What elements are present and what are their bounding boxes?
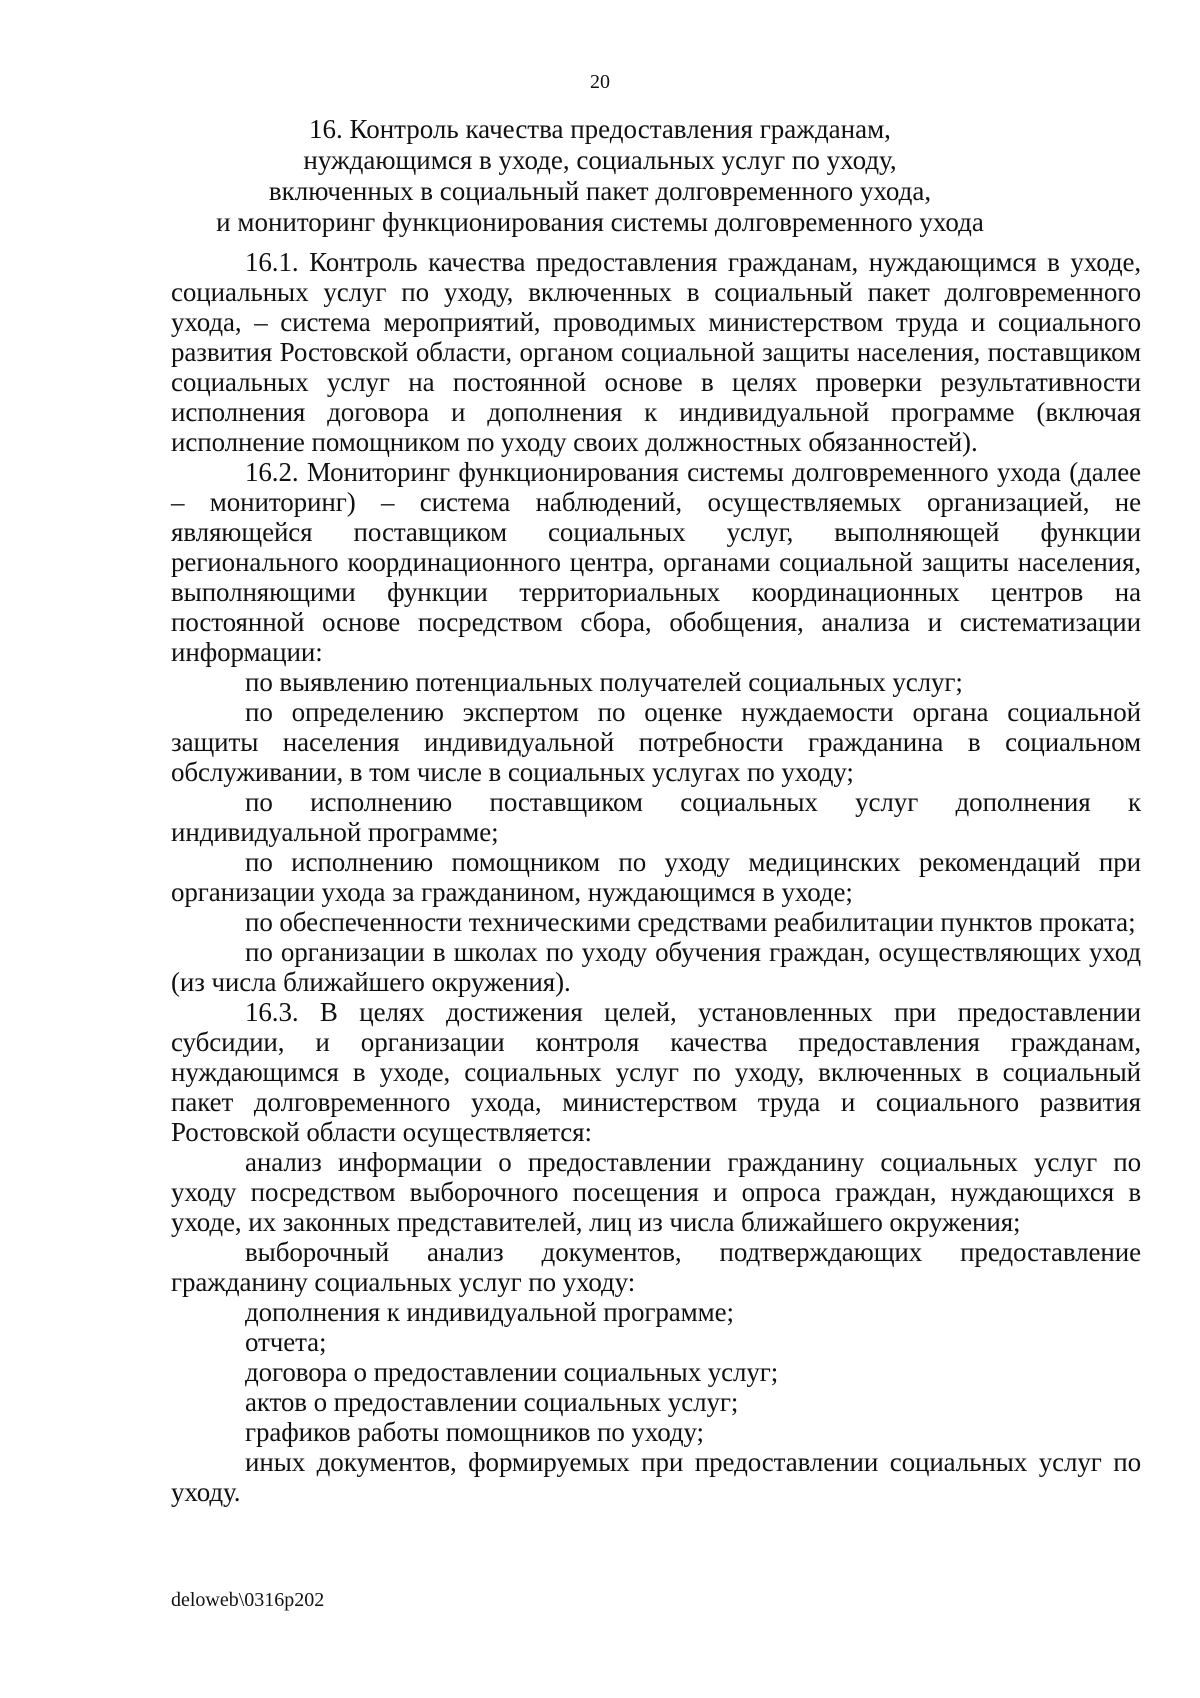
list-item: по определению экспертом по оценке нуждаемости органа социальной защиты населения индивидуальной потребности гражданина в социальном обслуживании, в том числе в социальных услугах по уходу;	[171, 697, 1141, 787]
heading-line: нуждающимся в уходе, социальных услуг по уходу,	[303, 145, 897, 175]
list-item: по организации в школах по уходу обучения граждан, осуществляющих уход (из числа ближайшего окружения).	[171, 937, 1141, 997]
document-footer-code: deloweb\0316p202	[171, 1589, 325, 1611]
paragraph-16-3: 16.3. В целях достижения целей, установленных при предоставлении субсидии, и организации контроля качества предоставления гражданам, нуждающимся в уходе, социальных услуг по уходу, включенных в социальный пакет долговременного ухода, министерством труда и социального развития Ростовской области осуществляется:	[171, 997, 1141, 1147]
list-item: анализ информации о предоставлении гражданину социальных услуг по уходу посредством выборочного посещения и опроса граждан, нуждающихся в уходе, их законных представителей, лиц из числа ближайшего окружения;	[171, 1147, 1141, 1237]
heading-line: включенных в социальный пакет долговременного ухода,	[268, 176, 932, 206]
list-item: актов о предоставлении социальных услуг;	[245, 1387, 739, 1417]
page-number: 20	[590, 71, 610, 93]
list-item: графиков работы помощников по уходу;	[245, 1417, 704, 1447]
list-item: иных документов, формируемых при предоставлении социальных услуг по уходу.	[171, 1447, 1141, 1507]
list-item: по выявлению потенциальных получателей социальных услуг;	[245, 667, 963, 697]
list-item: дополнения к индивидуальной программе;	[245, 1297, 734, 1327]
list-item: договора о предоставлении социальных услуг;	[245, 1357, 779, 1387]
heading-line: 16. Контроль качества предоставления гражданам,	[309, 114, 891, 144]
paragraph-16-1: 16.1. Контроль качества предоставления гражданам, нуждающимся в уходе, социальных услуг по уходу, включенных в социальный пакет долговременного ухода, – система мероприятий, проводимых министерством труда и социального развития Ростовской области, органом социальной защиты населения, поставщиком социальных услуг на постоянной основе в целях проверки результативности исполнения договора и дополнения к индивидуальной программе (включая исполнение помощником по уходу своих должностных обязанностей).	[171, 247, 1141, 457]
document-body	[171, 247, 1141, 1507]
paragraph-16-2: 16.2. Мониторинг функционирования системы долговременного ухода (далее – мониторинг) – система наблюдений, осуществляемых организацией, не являющейся поставщиком социальных услуг, выполняющей функции регионального координационного центра, органами социальной защиты населения, выполняющими функции территориальных координационных центров на постоянной основе посредством сбора, обобщения, анализа и систематизации информации:	[171, 457, 1141, 667]
list-item: отчета;	[245, 1327, 327, 1357]
heading-line: и мониторинг функционирования системы долговременного ухода	[216, 207, 984, 237]
list-item: по обеспеченности техническими средствами реабилитации пунктов проката;	[245, 907, 1136, 937]
list-item: по исполнению помощником по уходу медицинских рекомендаций при организации ухода за гражданином, нуждающимся в уходе;	[171, 847, 1141, 907]
list-item: по исполнению поставщиком социальных услуг дополнения к индивидуальной программе;	[171, 787, 1141, 847]
list-item: выборочный анализ документов, подтверждающих предоставление гражданину социальных услуг по уходу:	[171, 1237, 1141, 1297]
section-heading	[150, 114, 1050, 238]
